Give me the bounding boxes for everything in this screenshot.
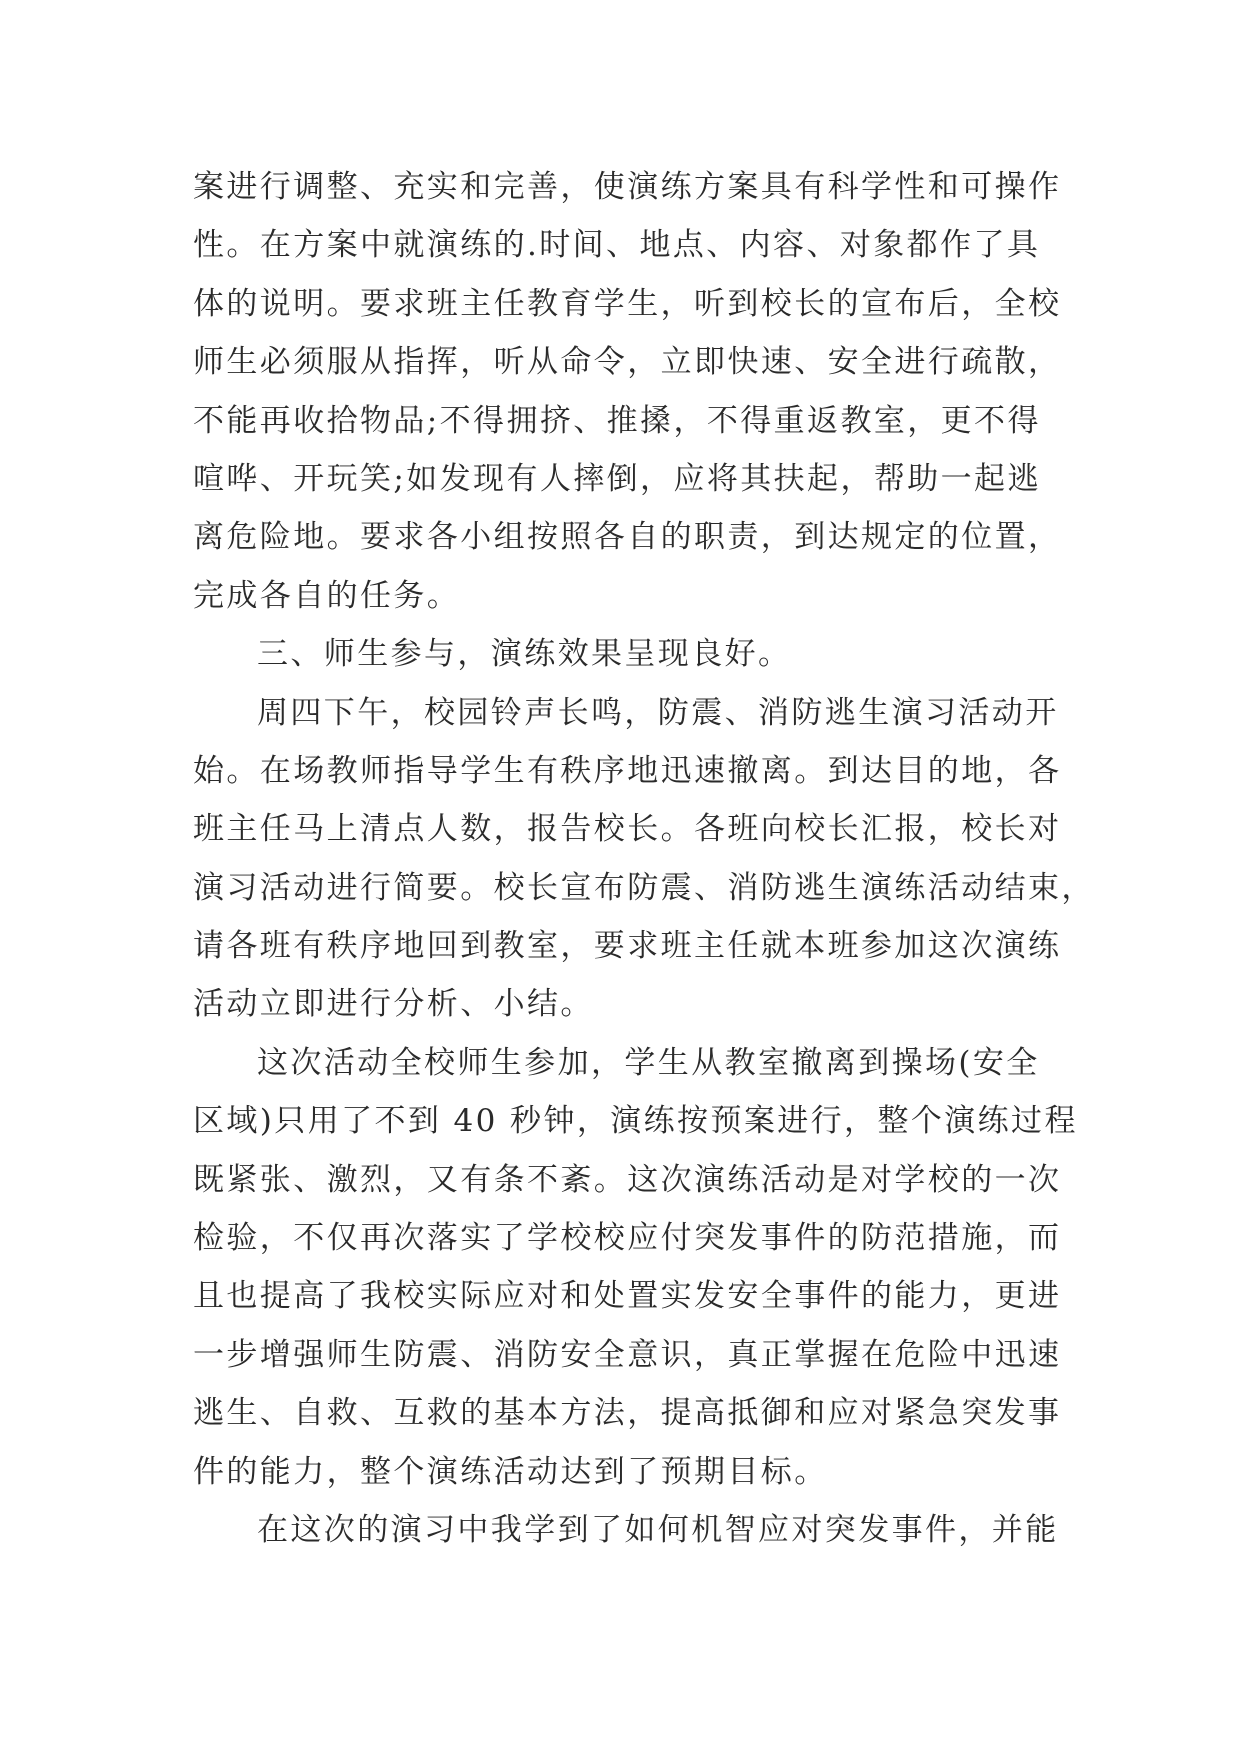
text-line: 区域)只用了不到 40 秒钟，演练按预案进行，整个演练过程 [193, 1103, 1078, 1140]
text-line: 案进行调整、充实和完善，使演练方案具有科学性和可操作 [193, 169, 1062, 205]
text-line: 班主任马上清点人数，报告校长。各班向校长汇报，校长对 [193, 811, 1062, 848]
text-line: 请各班有秩序地回到教室，要求班主任就本班参加这次演练 [193, 928, 1062, 965]
text-line: 始。在场教师指导学生有秩序地迅速撤离。到达目的地，各 [193, 752, 1062, 789]
text-line: 离危险地。要求各小组按照各自的职责，到达规定的位置， [193, 519, 1062, 556]
text-line: 逃生、自救、互救的基本方法，提高抵御和应对紧急突发事 [193, 1395, 1062, 1432]
text-line: 体的说明。要求班主任教育学生，听到校长的宣布后，全校 [193, 285, 1062, 322]
text-line: 性。在方案中就演练的.时间、地点、内容、对象都作了具 [193, 227, 1041, 264]
text-line: 既紧张、激烈，又有条不紊。这次演练活动是对学校的一次 [193, 1161, 1062, 1198]
text-line: 师生必须服从指挥，听从命令，立即快速、安全进行疏散， [193, 344, 1062, 381]
text-line: 喧哗、开玩笑;如发现有人摔倒，应将其扶起，帮助一起逃 [193, 460, 1041, 497]
text-line: 一步增强师生防震、消防安全意识，真正掌握在危险中迅速 [193, 1336, 1062, 1373]
text-line: 这次活动全校师生参加，学生从教室撤离到操场(安全 [257, 1044, 1040, 1081]
text-line: 件的能力，整个演练活动达到了预期目标。 [193, 1453, 828, 1490]
text-line: 检验，不仅再次落实了学校校应付突发事件的防范措施，而 [193, 1220, 1062, 1257]
text-line: 在这次的演习中我学到了如何机智应对突发事件，并能 [257, 1511, 1059, 1548]
text-line: 完成各自的任务。 [193, 577, 461, 614]
text-line: 活动立即进行分析、小结。 [193, 986, 594, 1023]
text-line: 且也提高了我校实际应对和处置实发安全事件的能力，更进 [193, 1278, 1062, 1315]
text-line: 周四下午，校园铃声长鸣，防震、消防逃生演习活动开 [257, 694, 1059, 731]
section-heading: 三、师生参与，演练效果呈现良好。 [257, 636, 792, 673]
text-line: 演习活动进行简要。校长宣布防震、消防逃生演练活动结束， [193, 869, 1095, 906]
document-body [193, 158, 1095, 1559]
text-line: 不能再收拾物品;不得拥挤、推搡，不得重返教室，更不得 [193, 402, 1041, 439]
